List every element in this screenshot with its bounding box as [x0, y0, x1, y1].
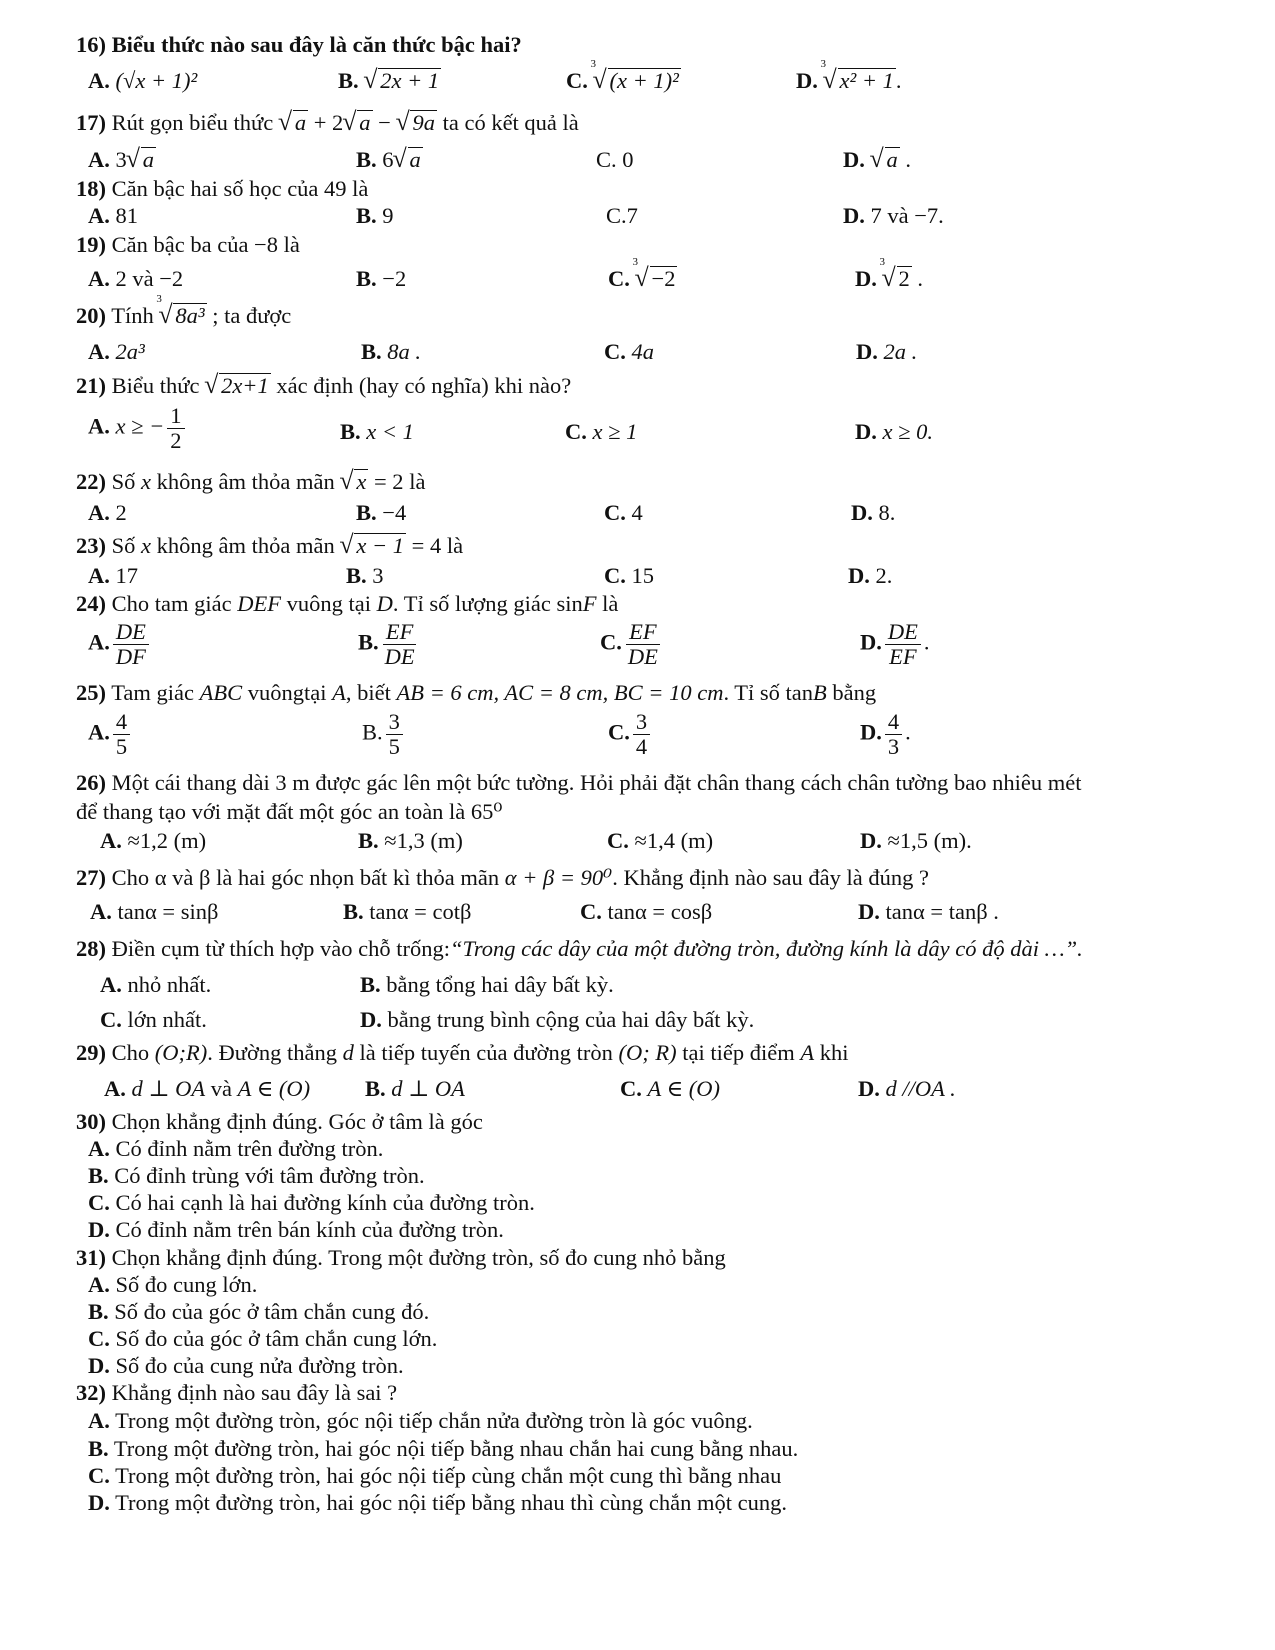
q26-opt-c: C. ≈1,4 (m)	[607, 828, 714, 853]
q19-opt-b: B. −2	[356, 266, 407, 291]
q29-opt-a: A. d ⊥ OA và A ∈ (O)	[104, 1076, 311, 1101]
q27-opt-c: C. tanα = cosβ	[580, 899, 713, 924]
q19-opt-a: A. 2 và −2	[88, 266, 184, 291]
q16-opt-d: D. √ 3 x² + 1.	[796, 68, 902, 94]
q23-opt-d: D. 2.	[848, 563, 893, 588]
q26-stem-line2: để thang tạo với mặt đất một góc an toàn là 65⁰	[76, 799, 503, 824]
q22-stem: 22) Số x không âm thỏa mãn √ x = 2 là	[76, 469, 425, 495]
q28-opt-a: A. nhỏ nhất.	[100, 972, 212, 997]
q17-opt-b: B. 6√ a	[356, 147, 423, 173]
q32-stem: 32) Khẳng định nào sau đây là sai ?	[76, 1380, 398, 1405]
q25-opt-b: B. $\frac{3}{5}$	[362, 710, 406, 758]
q28-opt-b: B. bằng tổng hai dây bất kỳ.	[360, 972, 614, 997]
q19-stem: 19) Căn bậc ba của −8 là	[76, 232, 300, 257]
q20-stem: 20) Tính √ 3 8a³ ; ta được	[76, 303, 291, 329]
q23-stem: 23) Số x không âm thỏa mãn √ x − 1 = 4 là	[76, 533, 463, 559]
q24-opt-c: C. $\frac{EF}{DE}$	[600, 619, 658, 669]
q20-opt-b: B. 8a .	[361, 339, 422, 364]
q16-stem: 16) Biểu thức nào sau đây là căn thức bậc hai?	[76, 32, 522, 57]
q22-opt-b: B. −4	[356, 500, 407, 525]
q27-opt-a: A. tanα = sinβ	[90, 899, 219, 924]
q25-opt-a: A. $\frac{4}{5}$	[88, 710, 133, 758]
q23-opt-b: B. 3	[346, 563, 384, 588]
q27-opt-d: D. tanα = tanβ .	[858, 899, 999, 924]
q30-opt-c: C. Có hai cạnh là hai đường kính của đường tròn.	[88, 1190, 535, 1215]
q21-opt-d: D. x ≥ 0.	[855, 419, 933, 444]
q17-opt-c: C. 0	[596, 147, 634, 172]
q26-opt-d: D. ≈1,5 (m).	[860, 828, 972, 853]
q31-opt-b: B. Số đo của góc ở tâm chắn cung đó.	[88, 1299, 430, 1324]
q25-opt-c: C. $\frac{3}{4}$	[608, 710, 653, 758]
q24-stem: 24) Cho tam giác DEF vuông tại D. Tỉ số lượng giác sinF là	[76, 591, 619, 616]
q32-opt-b: B. Trong một đường tròn, hai góc nội tiếp bằng nhau chắn hai cung bằng nhau.	[88, 1436, 799, 1461]
q24-opt-d: D. $\frac{DE}{EF}$ .	[860, 619, 930, 669]
q20-opt-d: D. 2a .	[856, 339, 918, 364]
q29-opt-d: D. d //OA .	[858, 1076, 956, 1101]
q30-stem: 30) Chọn khẳng định đúng. Góc ở tâm là góc	[76, 1109, 483, 1134]
q23-opt-c: C. 15	[604, 563, 654, 588]
q28-opt-d: D. bằng trung bình cộng của hai dây bất kỳ.	[360, 1007, 755, 1032]
q22-opt-c: C. 4	[604, 500, 643, 525]
q18-opt-c: C.7	[606, 203, 638, 228]
q29-stem: 29) Cho (O;R). Đường thẳng d là tiếp tuyến của đường tròn (O; R) tại tiếp điểm A khi	[76, 1040, 849, 1065]
q31-opt-d: D. Số đo của cung nửa đường tròn.	[88, 1353, 404, 1378]
q19-opt-c: C. √ 3 −2	[608, 266, 677, 292]
q18-opt-d: D. 7 và −7.	[843, 203, 944, 228]
q24-opt-a: A. $\frac{DE}{DF}$	[88, 620, 152, 668]
q21-opt-a: A. x ≥ − $\frac{1}{2}$	[88, 404, 188, 452]
q27-stem: 27) Cho α và β là hai góc nhọn bất kì thỏa mãn α + β = 90⁰. Khẳng định nào sau đây là đúng ?	[76, 865, 930, 890]
q16-opt-b: B. √ 2x + 1	[338, 68, 441, 94]
q32-opt-d: D. Trong một đường tròn, hai góc nội tiếp bằng nhau thì cùng chắn một cung.	[88, 1490, 788, 1515]
q23-opt-a: A. 17	[88, 563, 138, 588]
q30-opt-b: B. Có đỉnh trùng với tâm đường tròn.	[88, 1163, 425, 1188]
q21-opt-b: B. x < 1	[340, 419, 414, 444]
q29-opt-b: B. d ⊥ OA	[365, 1076, 465, 1101]
q18-opt-b: B. 9	[356, 203, 394, 228]
q18-opt-a: A. 81	[88, 203, 138, 228]
q31-opt-a: A. Số đo cung lớn.	[88, 1272, 258, 1297]
q29-opt-c: C. A ∈ (O)	[620, 1076, 720, 1101]
q16-opt-c: C. √ 3 (x + 1)²	[566, 68, 681, 94]
q20-opt-a: A. 2a³	[88, 339, 145, 364]
q25-opt-d: D. $\frac{4}{3}$ .	[860, 709, 911, 759]
q17-opt-a: A. 3√ a	[88, 147, 156, 173]
q18-stem: 18) Căn bậc hai số học của 49 là	[76, 176, 369, 201]
q26-opt-b: B. ≈1,3 (m)	[358, 828, 463, 853]
q19-opt-d: D. √ 3 2 .	[855, 266, 923, 292]
q31-opt-c: C. Số đo của góc ở tâm chắn cung lớn.	[88, 1326, 438, 1351]
q17-opt-d: D. √ a .	[843, 147, 911, 173]
q21-stem: 21) Biểu thức √ 2x+1 xác định (hay có nghĩa) khi nào?	[76, 373, 571, 399]
q28-stem: 28) Điền cụm từ thích hợp vào chỗ trống:“Trong các dây của một đường tròn, đường kính là dây có độ dài …”.	[76, 936, 1083, 961]
q20-opt-c: C. 4a	[604, 339, 654, 364]
q16-opt-a: A. (√x + 1)²	[88, 68, 198, 93]
q30-opt-d: D. Có đỉnh nằm trên bán kính của đường tròn.	[88, 1217, 504, 1242]
q22-opt-a: A. 2	[88, 500, 127, 525]
q26-stem-line1: 26) Một cái thang dài 3 m được gác lên một bức tường. Hỏi phải đặt chân thang cách chân tường bao nhiêu mét	[76, 770, 1082, 795]
q30-opt-a: A. Có đỉnh nằm trên đường tròn.	[88, 1136, 384, 1161]
q22-opt-d: D. 8.	[851, 500, 896, 525]
q28-opt-c: C. lớn nhất.	[100, 1007, 207, 1032]
q17-stem: 17) Rút gọn biểu thức √ a + 2√ a − √ 9a ta có kết quả là	[76, 110, 579, 136]
q32-opt-c: C. Trong một đường tròn, hai góc nội tiếp cùng chắn một cung thì bằng nhau	[88, 1463, 782, 1488]
q24-opt-b: B. $\frac{EF}{DE}$	[358, 619, 415, 669]
q27-opt-b: B. tanα = cotβ	[343, 899, 472, 924]
q26-opt-a: A. ≈1,2 (m)	[100, 828, 207, 853]
q25-stem: 25) Tam giác ABC vuôngtại A, biết AB = 6 cm, AC = 8 cm, BC = 10 cm. Tỉ số tanB bằng	[76, 680, 877, 705]
q21-opt-c: C. x ≥ 1	[565, 419, 638, 444]
q32-opt-a: A. Trong một đường tròn, góc nội tiếp chắn nửa đường tròn là góc vuông.	[88, 1408, 753, 1433]
q31-stem: 31) Chọn khẳng định đúng. Trong một đường tròn, số đo cung nhỏ bằng	[76, 1245, 726, 1270]
